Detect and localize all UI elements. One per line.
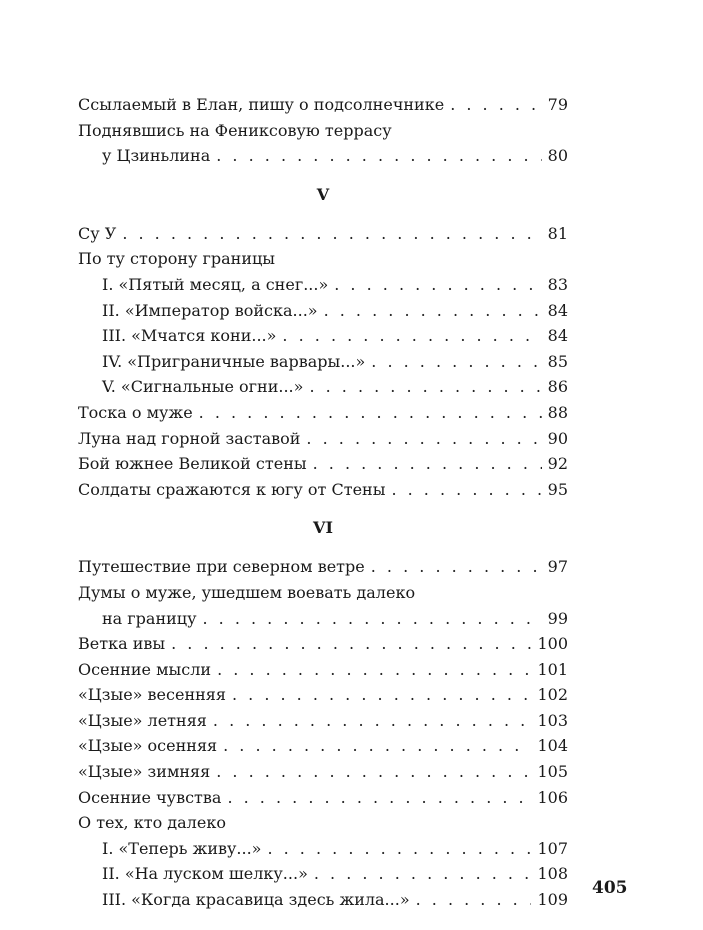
- toc-entry: [78, 323, 568, 349]
- toc-entry-title: «Цзые» зимняя: [78, 762, 211, 782]
- toc-entry: [78, 861, 568, 887]
- toc-entry-page: 81: [547, 223, 568, 243]
- toc-entry: [78, 374, 568, 400]
- toc-entry-title: Тоска о муже: [78, 402, 193, 422]
- toc-entry-title: III. «Когда красавица здесь жила...»: [102, 890, 410, 910]
- leader-dots: [202, 606, 541, 632]
- leader-dots: [306, 426, 541, 452]
- leader-dots: [267, 836, 531, 862]
- leader-dots: [171, 631, 531, 657]
- toc-entry-title: I. «Пятый месяц, а снег...»: [102, 274, 329, 294]
- toc-entry-title: «Цзые» весенняя: [78, 685, 226, 705]
- toc-entry-page: 104: [537, 736, 568, 756]
- toc-entry-page: 103: [537, 710, 568, 730]
- toc-entry-page: 95: [547, 479, 568, 499]
- toc-entry-page: 109: [537, 890, 568, 910]
- toc-entry-line: [78, 580, 568, 606]
- toc-entry: [78, 759, 568, 785]
- toc-entry-page: 84: [547, 300, 568, 320]
- leader-dots: [309, 374, 541, 400]
- toc-entry: [78, 349, 568, 375]
- toc-entry: [78, 631, 568, 657]
- toc-entry: [78, 554, 568, 580]
- toc-group-title: О тех, кто далеко: [78, 813, 226, 833]
- toc-entry-title: Ветка ивы: [78, 634, 166, 654]
- toc-entry: [78, 657, 568, 683]
- leader-dots: [216, 759, 531, 785]
- toc-entry-page: 101: [537, 659, 568, 679]
- toc-entry-page: 106: [537, 787, 568, 807]
- toc-entry-title: Ссылаемый в Елан, пишу о подсолнечнике: [78, 95, 445, 114]
- toc-entry: [78, 451, 568, 477]
- leader-dots: [313, 451, 542, 477]
- toc-entry-page: 90: [547, 428, 568, 448]
- toc-entry: [78, 400, 568, 426]
- leader-dots: [213, 708, 532, 734]
- leader-dots: [371, 554, 542, 580]
- toc-entry: [78, 606, 568, 632]
- toc-entry-title: III. «Мчатся кони...»: [102, 326, 277, 346]
- toc-entry-title: «Цзые» осенняя: [78, 736, 218, 756]
- toc-entry-page: 105: [537, 762, 568, 782]
- leader-dots: [223, 733, 531, 759]
- toc-entry-page: 102: [537, 685, 568, 705]
- leader-dots: [334, 272, 541, 298]
- toc-entry-page: 85: [547, 351, 568, 371]
- toc-entry: [78, 785, 568, 811]
- toc-entry-page: 86: [547, 377, 568, 397]
- leader-dots: [391, 477, 541, 503]
- toc-entry: [78, 298, 568, 324]
- toc-entry-title: V. «Сигнальные огни...»: [102, 377, 304, 397]
- toc-entry-title: Путешествие при северном ветре: [78, 557, 365, 577]
- leader-dots: [314, 861, 532, 887]
- toc-entry-page: 83: [547, 274, 568, 294]
- leader-dots: [416, 887, 532, 913]
- toc-entry: [78, 477, 568, 503]
- toc-entry-title: II. «Император войска...»: [102, 300, 318, 320]
- toc-entry: [78, 143, 568, 169]
- section-heading: V: [316, 184, 330, 204]
- toc-entry-line: [78, 118, 568, 144]
- toc-entry-page: 100: [537, 634, 568, 654]
- toc-group-title: По ту сторону границы: [78, 249, 276, 269]
- toc-entry-title: «Цзые» летняя: [78, 710, 207, 730]
- toc-entry: [78, 708, 568, 734]
- leader-dots: [450, 92, 541, 118]
- toc-entry-title: Солдаты сражаются к югу от Стены: [78, 479, 386, 499]
- toc-entry: [78, 92, 568, 118]
- toc-entry-title: II. «На луском шелку...»: [102, 864, 308, 884]
- toc-entry-title: Думы о муже, ушедшем воевать далеко: [78, 582, 416, 602]
- toc-entry: [78, 426, 568, 452]
- toc-entry: [78, 272, 568, 298]
- leader-dots: [227, 785, 531, 811]
- toc-entry-page: 97: [547, 557, 568, 577]
- toc-group-heading: [78, 810, 568, 836]
- table-of-contents: [78, 92, 568, 913]
- leader-dots: [282, 323, 541, 349]
- toc-entry-page: 108: [537, 864, 568, 884]
- toc-entry-title: Поднявшись на Фениксовую террасу: [78, 120, 392, 140]
- section-heading: VI: [313, 518, 333, 538]
- leader-dots: [232, 682, 531, 708]
- leader-dots: [217, 657, 531, 683]
- toc-entry: [78, 836, 568, 862]
- leader-dots: [371, 349, 541, 375]
- toc-entry-title: IV. «Приграничные варвары...»: [102, 351, 366, 371]
- toc-entry-title: Су У: [78, 223, 117, 243]
- toc-entry: [78, 221, 568, 247]
- toc-entry-page: 79: [547, 95, 568, 114]
- toc-entry-title: у Цзиньлина: [102, 146, 211, 166]
- leader-dots: [122, 221, 541, 247]
- toc-entry: [78, 682, 568, 708]
- toc-entry-title: Луна над горной заставой: [78, 428, 301, 448]
- page-number: 405: [592, 878, 628, 898]
- toc-entry-title: I. «Теперь живу...»: [102, 838, 262, 858]
- toc-entry: [78, 733, 568, 759]
- toc-entry-page: 84: [547, 326, 568, 346]
- toc-entry-page: 80: [547, 146, 568, 166]
- toc-entry-page: 92: [547, 454, 568, 474]
- toc-entry-title: Осенние чувства: [78, 787, 222, 807]
- toc-entry-page: 99: [547, 608, 568, 628]
- leader-dots: [216, 143, 541, 169]
- toc-entry-title: Осенние мысли: [78, 659, 212, 679]
- toc-entry-title: на границу: [102, 608, 197, 628]
- toc-entry-title: Бой южнее Великой стены: [78, 454, 307, 474]
- toc-entry-page: 88: [547, 402, 568, 422]
- toc-entry: [78, 887, 568, 913]
- leader-dots: [199, 400, 542, 426]
- toc-group-heading: [78, 246, 568, 272]
- leader-dots: [324, 298, 542, 324]
- toc-entry-page: 107: [537, 838, 568, 858]
